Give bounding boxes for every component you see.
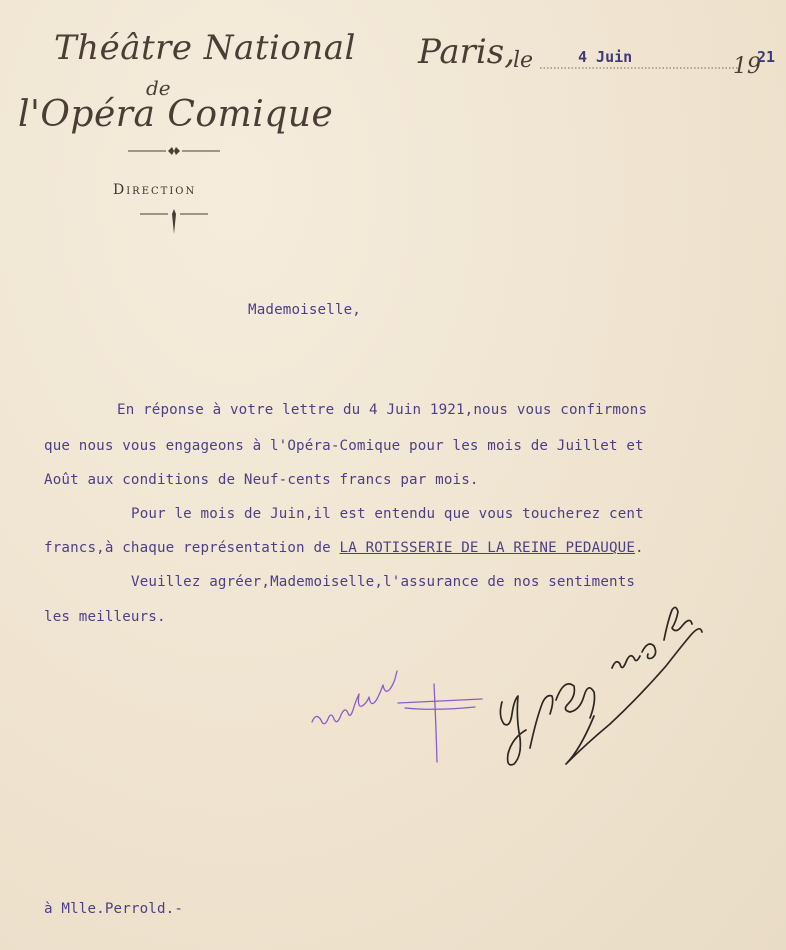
- recipient-line: à Mlle.Perrold.-: [44, 901, 184, 917]
- dateline-prefix: le: [513, 48, 534, 73]
- dateline-day: 4 Juin: [578, 48, 633, 66]
- dateline-century: 19: [733, 54, 761, 79]
- dateline-year: 21: [757, 48, 776, 66]
- paragraph-1-line-3: Août aux conditions de Neuf-cents francs par mois.: [44, 472, 479, 488]
- paragraph-2-line-2-end: .: [635, 540, 644, 556]
- salutation: Mademoiselle,: [248, 302, 361, 318]
- play-title: LA ROTISSERIE DE LA REINE PEDAUQUE: [339, 540, 636, 556]
- director-signature: [500, 607, 702, 764]
- letterhead-de: de: [146, 76, 171, 100]
- pencil-annotation: [312, 671, 482, 762]
- letterhead-direction: Direction: [113, 182, 197, 198]
- paragraph-1-line-2: que nous vous engageons à l'Opéra-Comique pour les mois de Juillet et: [44, 438, 644, 454]
- paragraph-2-line-2-start: francs,à chaque représentation de: [44, 540, 340, 556]
- letterhead-theatre-national: Théâtre National: [54, 28, 356, 68]
- paragraph-2-line-1: Pour le mois de Juin,il est entendu que vous toucherez cent: [131, 506, 644, 522]
- letterhead-opera-comique: l'Opéra Comique: [18, 94, 334, 135]
- paragraph-1-line-1: En réponse à votre lettre du 4 Juin 1921,nous vous confirmons: [117, 402, 648, 418]
- paragraph-3-line-2: les meilleurs.: [44, 609, 166, 625]
- dateline-city: Paris,: [418, 32, 516, 72]
- paragraph-3-line-1: Veuillez agréer,Mademoiselle,l'assurance de nos sentiments: [131, 574, 636, 590]
